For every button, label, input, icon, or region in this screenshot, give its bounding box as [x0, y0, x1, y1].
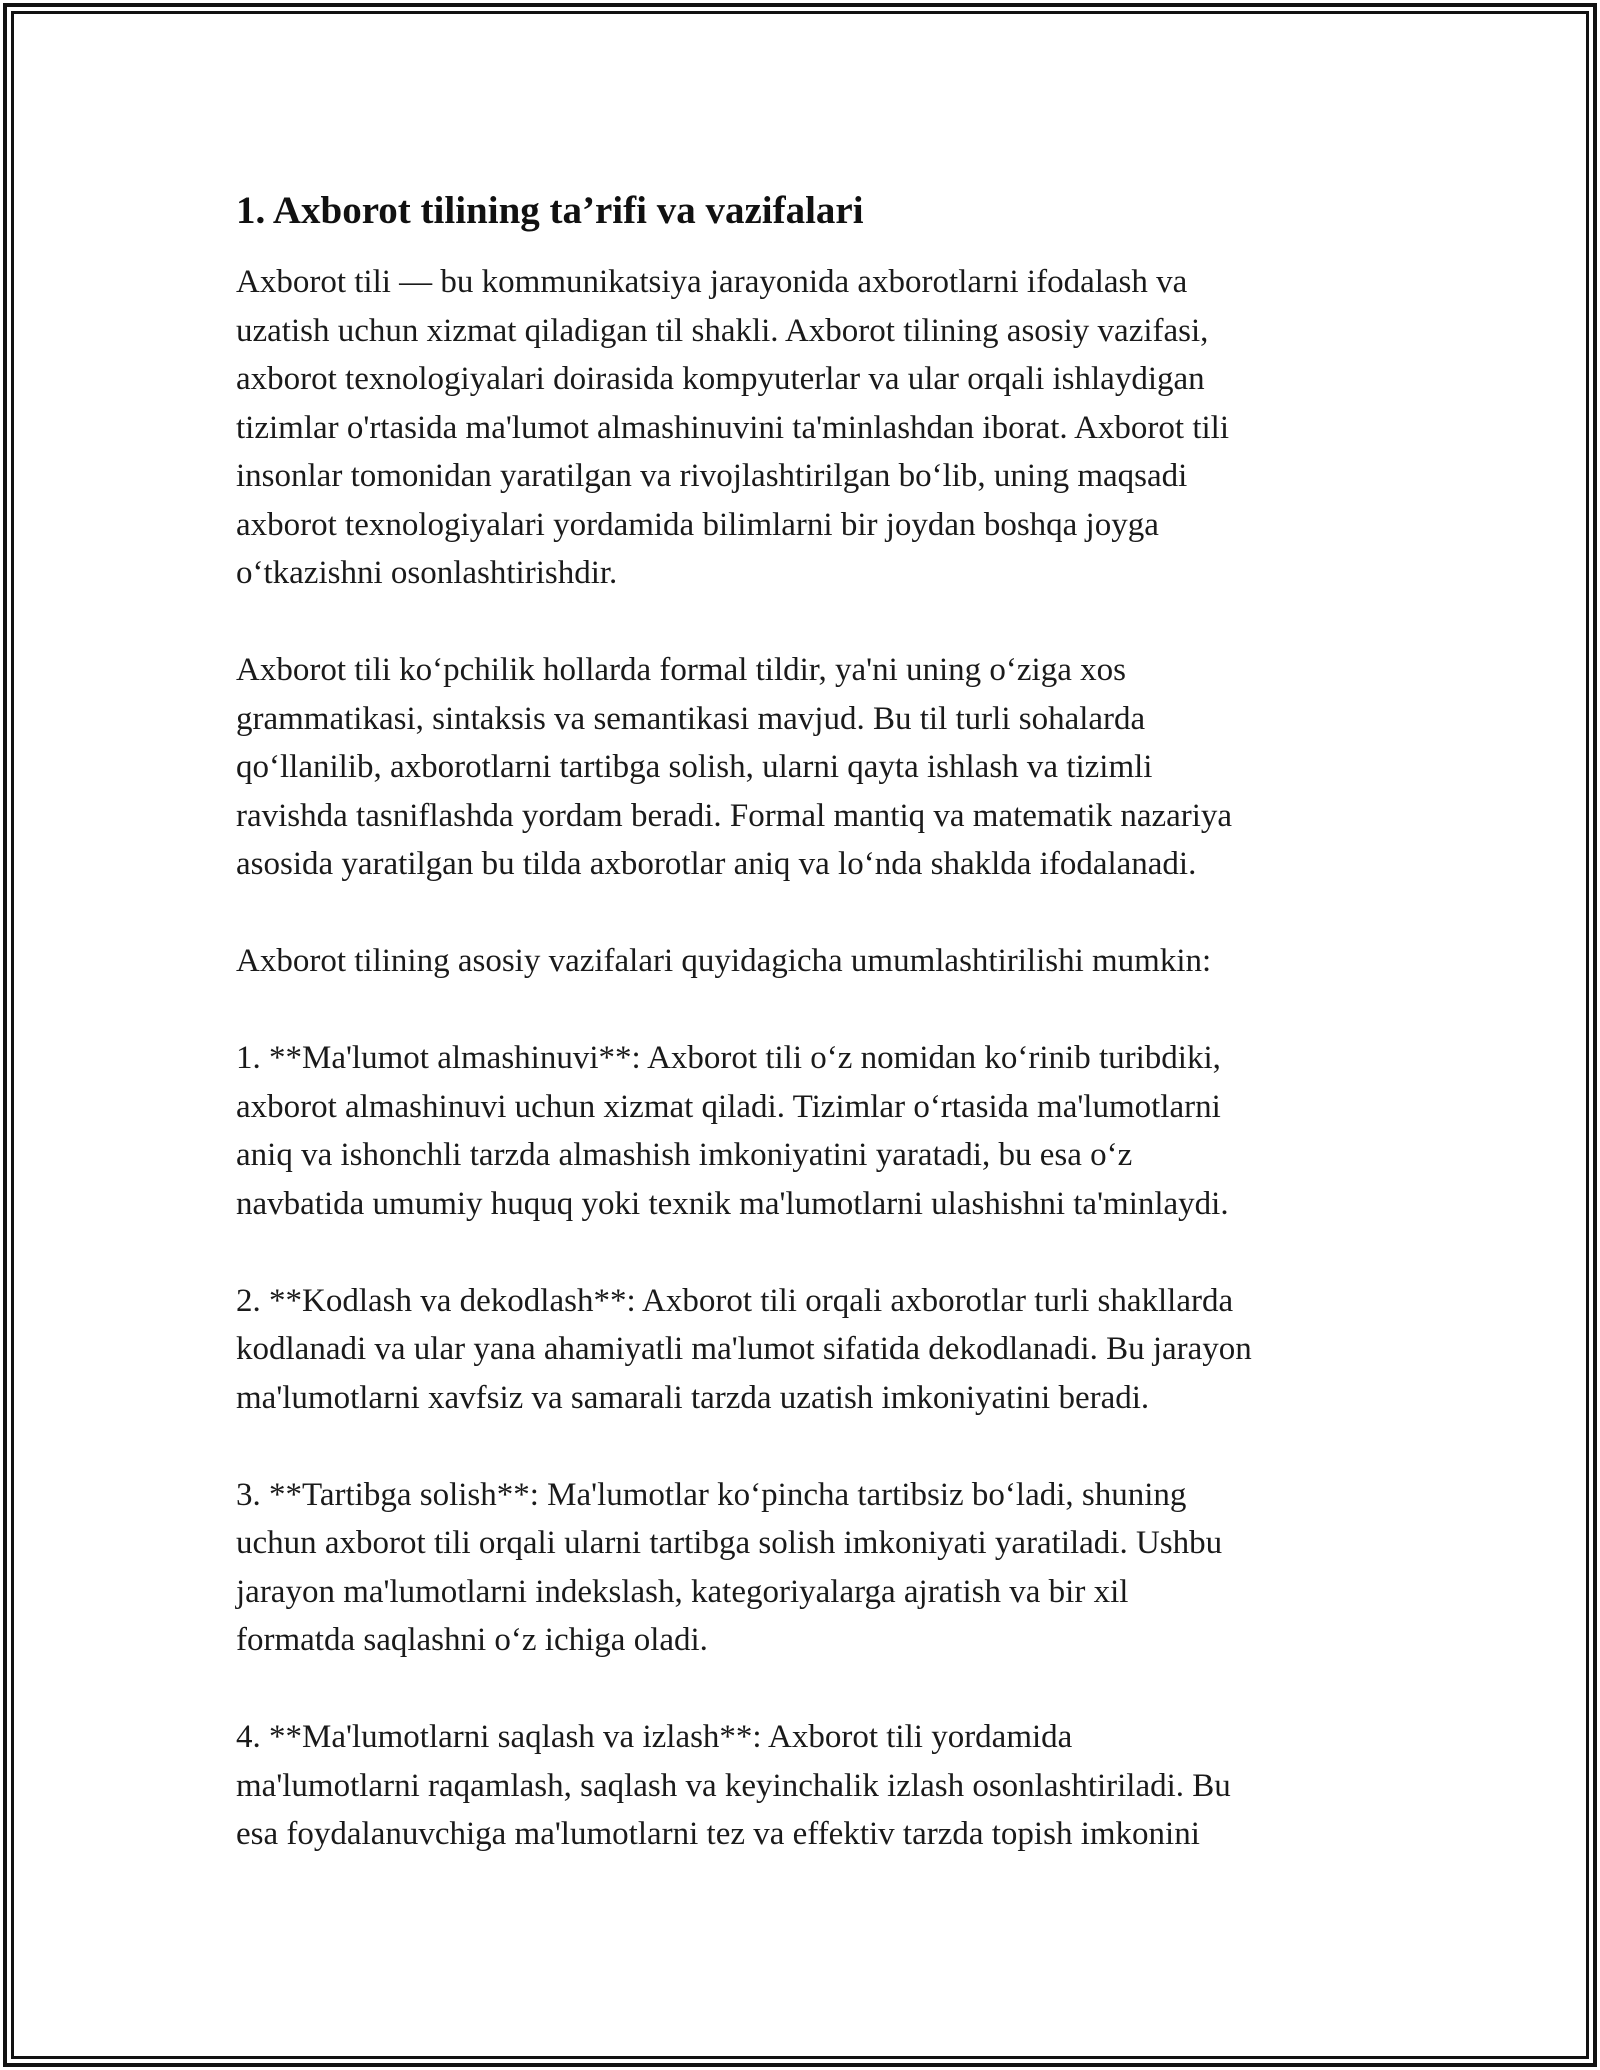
document-body [236, 186, 1366, 1907]
list-item-ordering: 3. **Tartibga solish**: Ma'lumotlar ko‘pincha tartibsiz bo‘ladi, shuning uchun axborot tili orqali ularni tartibga solish imkoniyati yaratiladi. Ushbu jarayon ma'lumotlarni indekslash, kategoriyalarga ajratish va bir xil formatda saqlashni o‘z ichiga oladi. [236, 1476, 1223, 1658]
list-item-storage-search: 4. **Ma'lumotlarni saqlash va izlash**: Axborot tili yordamida ma'lumotlarni raqamlash, saqlash va keyinchalik izlash osonlashtiriladi. Bu esa foydalanuvchiga ma'lumotlarni tez va effektiv tarzda topish imkonini [236, 1719, 1231, 1852]
list-item-encoding-decoding: 2. **Kodlash va dekodlash**: Axborot tili orqali axborotlar turli shakllarda kodlanadi va ular yana ahamiyatli ma'lumot sifatida dekodlanadi. Bu jarayon ma'lumotlarni xavfsiz va samarali tarzda uzatish imkoniyatini beradi. [236, 1282, 1252, 1416]
paragraph-functions-intro: Axborot tilining asosiy vazifalari quyidagicha umumlashtirilishi mumkin: [236, 943, 1212, 979]
list-item-data-exchange: 1. **Ma'lumot almashinuvi**: Axborot tili o‘z nomidan ko‘rinib turibdiki, axborot almashinuvi uchun xizmat qiladi. Tizimlar o‘rtasida ma'lumotlarni aniq va ishonchli tarzda almashish imkoniyatini yaratadi, bu esa o‘z navbatida umumiy huquq yoki texnik ma'lumotlarni ulashishni ta'minlaydi. [236, 1040, 1229, 1222]
paragraph-formal-language: Axborot tili ko‘pchilik hollarda formal tildir, ya'ni uning o‘ziga xos grammatikasi, sintaksis va semantikasi mavjud. Bu til turli sohalarda qo‘llanilib, axborotlarni tartibga solish, ularni qayta ishlash va tizimli ravishda tasniflashda yordam beradi. Formal mantiq va matematik nazariya asosida yaratilgan bu tilda axborotlar aniq va lo‘nda shaklda ifodalanadi. [236, 652, 1233, 882]
section-heading: 1. Axborot tilining ta’rifi va vazifalari [236, 189, 864, 232]
paragraph-definition: Axborot tili — bu kommunikatsiya jarayonida axborotlarni ifodalash va uzatish uchun xizmat qiladigan til shakli. Axborot tilining asosiy vazifasi, axborot texnologiyalari doirasida kompyuterlar va ular orqali ishlaydigan tizimlar o'rtasida ma'lumot almashinuvini ta'minlashdan iborat. Axborot tili insonlar tomonidan yaratilgan va rivojlashtirilgan bo‘lib, uning maqsadi axborot texnologiyalari yordamida bilimlarni bir joydan boshqa joyga o‘tkazishni osonlashtirishdir. [236, 264, 1229, 591]
